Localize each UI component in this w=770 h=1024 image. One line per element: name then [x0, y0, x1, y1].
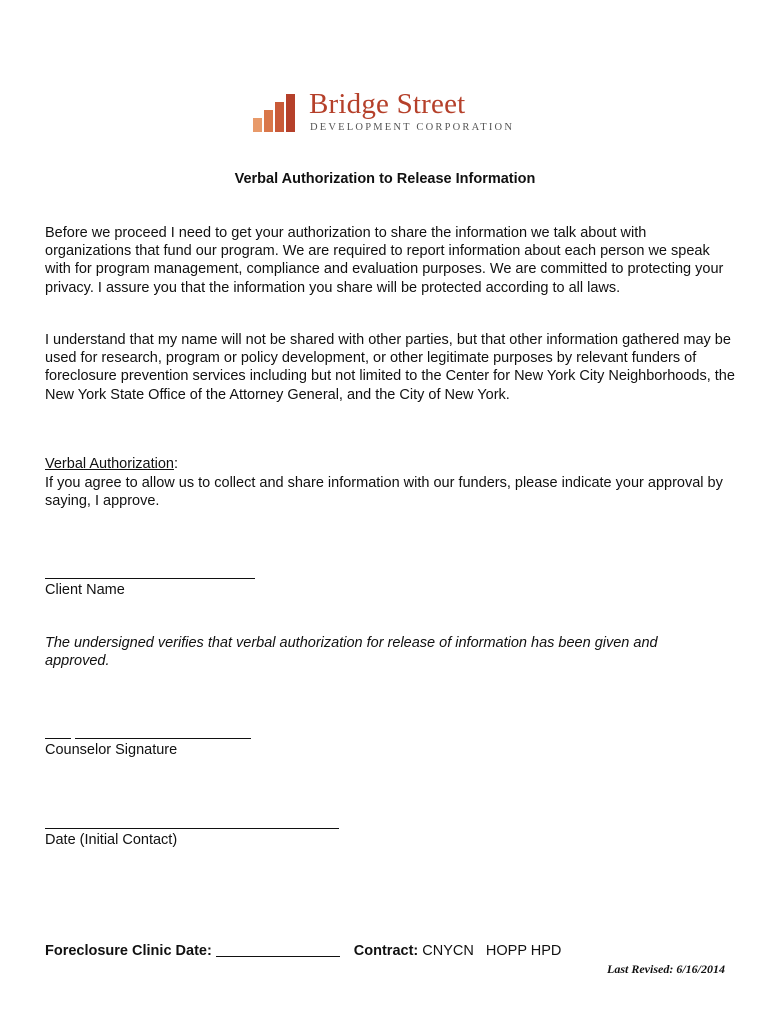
counselor-signature-line[interactable] [75, 738, 251, 739]
logo-bar-1 [253, 118, 262, 132]
paragraph-understanding: I understand that my name will not be shared with other parties, but that other information gathered may be used for research, program or policy development, or other legitimate purposes by relevant funders of foreclosure prevention services including but not limited to the Center for New York City Neighborhoods, the New York State Office of the Attorney General, and the City of New York. [45, 332, 735, 403]
date-line[interactable] [45, 828, 339, 829]
verbal-authorization-heading [45, 456, 178, 472]
logo-bar-4 [286, 94, 295, 132]
verbal-authorization-heading-text: Verbal Authorization [45, 456, 174, 472]
date-label: Date (Initial Contact) [45, 832, 178, 848]
contract-label: Contract: [353, 943, 419, 959]
logo-bar-2 [264, 110, 273, 132]
logo-bar-3 [275, 102, 284, 132]
clinic-date-line[interactable] [216, 944, 340, 957]
footer-row [45, 943, 561, 959]
client-name-line[interactable] [45, 578, 255, 579]
document-title: Verbal Authorization to Release Information [234, 171, 536, 187]
bridge-street-logo [253, 88, 515, 136]
paragraph-authorization-request: Before we proceed I need to get your authorization to share the information we talk about with organizations that fund our program. We are required to report information about each person we speak with for program management, compliance and evaluation purposes. We are committed to protecting your privacy. I assure you that the information you share will be protected according to all laws. [45, 225, 724, 296]
verbal-authorization-text: If you agree to allow us to collect and share information with our funders, please indicate your approval by saying, I approve. [45, 475, 723, 510]
verbal-authorization-colon: : [173, 456, 179, 472]
client-name-label: Client Name [45, 582, 125, 598]
logo-subtitle: DEVELOPMENT CORPORATION [310, 122, 515, 133]
verification-note: The undersigned verifies that verbal authorization for release of information has been given and approved. [45, 635, 658, 670]
logo-bars-icon [253, 92, 297, 134]
counselor-signature-label: Counselor Signature [45, 742, 178, 758]
counselor-initial-line[interactable] [45, 738, 71, 739]
logo-name: Bridge Street [309, 88, 466, 120]
contract-options: CNYCN HOPP HPD [422, 943, 562, 959]
last-revised: Last Revised: 6/16/2014 [607, 962, 725, 976]
clinic-date-label: Foreclosure Clinic Date: [45, 943, 212, 959]
